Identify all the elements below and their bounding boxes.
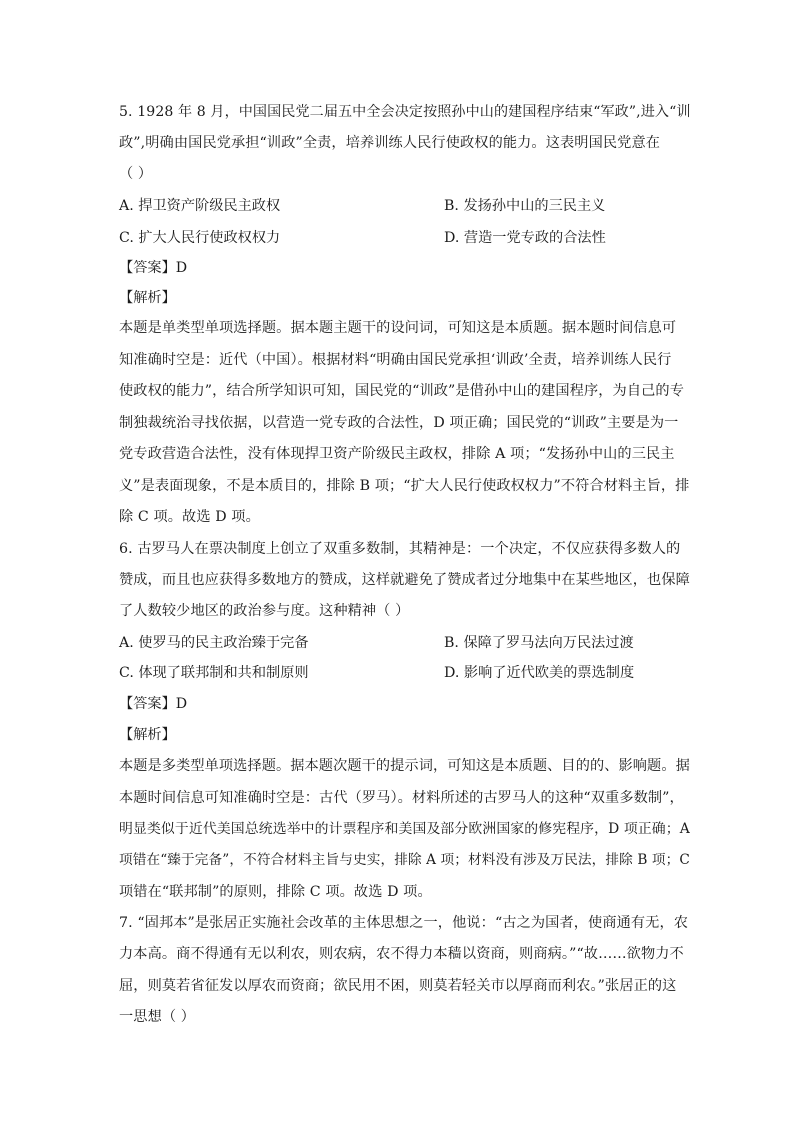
q7-stem-line-1: 7. “固邦本”是张居正实施社会改革的主体思想之一，他说：“古之为国者，使商通有无，农 — [119, 915, 689, 931]
q5-analysis-line-2: 知准确时空是：近代（中国）。根据材料“明确由国民党承担‘训政’全责，培养训练人民行 — [119, 352, 672, 368]
q6-stem-line-2: 赞成，而且也应获得多数地方的赞成，这样就避免了赞成者过分地集中在某些地区，也保障 — [119, 572, 690, 588]
q6-answer: 【答案】D — [119, 696, 188, 712]
q5-analysis-line-4: 制独裁统治寻找依据，以营造一党专政的合法性，D 项正确；国民党的“训政”主要是为一 — [119, 415, 679, 431]
q5-stem-line-1: 5. 1928 年 8 月，中国国民党二届五中全会决定按照孙中山的建国程序结束“军政”,进入“训 — [119, 104, 691, 120]
q6-option-c: C. 体现了联邦制和共和制原则 — [119, 665, 309, 681]
q5-option-a: A. 捍卫资产阶级民主政权 — [119, 198, 281, 214]
q5-answer: 【答案】D — [119, 260, 188, 276]
q5-option-c: C. 扩大人民行使政权权力 — [119, 230, 281, 246]
q6-analysis-line-2: 本题时间信息可知准确时空是：古代（罗马）。材料所述的古罗马人的这种“双重多数制”， — [119, 790, 684, 806]
q5-option-b: B. 发扬孙中山的三民主义 — [444, 198, 606, 214]
q5-analysis-line-1: 本题是单类型单项选择题。据本题主题干的设问词，可知这是本质题。据本题时间信息可 — [119, 320, 677, 336]
q6-stem-line-1: 6. 古罗马人在票决制度上创立了双重多数制，其精神是：一个决定，不仅应获得多数人的 — [119, 541, 681, 557]
q6-stem-line-3: 了人数较少地区的政治参与度。这种精神（ ） — [119, 603, 410, 619]
q5-stem-line-3: （ ） — [119, 166, 153, 182]
q6-option-a: A. 使罗马的民主政治臻于完备 — [119, 635, 309, 651]
q6-analysis-line-5: 项错在“联邦制”的原则，排除 C 项。故选 D 项。 — [119, 884, 432, 900]
q6-option-d: D. 影响了近代欧美的票选制度 — [444, 665, 635, 681]
q5-analysis-line-6: 义”是表面现象，不是本质目的，排除 B 项；“扩大人民行使政权权力”不符合材料主旨，排 — [119, 478, 690, 494]
q6-analysis-line-1: 本题是多类型单项选择题。据本题次题干的提示词，可知这是本质题、目的的、影响题。据 — [119, 758, 690, 774]
q7-stem-line-3: 屈，则莫若省征发以厚农而资商；欲民用不困，则莫若轻关市以厚商而利农。”张居正的这 — [119, 978, 677, 994]
q5-option-d: D. 营造一党专政的合法性 — [444, 230, 606, 246]
q5-analysis-label: 【解析】 — [119, 290, 176, 306]
q7-stem-line-2: 力本高。商不得通有无以利农，则农病，农不得力本穑以资商，则商病。”“故……欲物力不 — [119, 946, 684, 962]
q6-analysis-line-3: 明显类似于近代美国总统选举中的计票程序和美国及部分欧洲国家的修宪程序，D 项正确；A — [119, 821, 690, 837]
q5-stem-line-2: 政”,明确由国民党承担“训政”全责，培养训练人民行使政权的能力。这表明国民党意在 — [119, 135, 661, 151]
q5-analysis-line-7: 除 C 项。故选 D 项。 — [119, 509, 260, 525]
q6-option-b: B. 保障了罗马法向万民法过渡 — [444, 635, 634, 651]
q6-analysis-line-4: 项错在“臻于完备”，不符合材料主旨与史实，排除 A 项；材料没有涉及万民法，排除 B 项；C — [119, 852, 690, 868]
q7-stem-line-4: 一思想（ ） — [119, 1009, 196, 1025]
q5-analysis-line-3: 使政权的能力”，结合所学知识可知，国民党的“训政”是借孙中山的建国程序，为自己的专 — [119, 383, 684, 399]
q6-analysis-label: 【解析】 — [119, 727, 176, 743]
q5-analysis-line-5: 党专政营造合法性，没有体现捍卫资产阶级民主政权，排除 A 项；“发扬孙中山的三民主 — [119, 446, 675, 462]
